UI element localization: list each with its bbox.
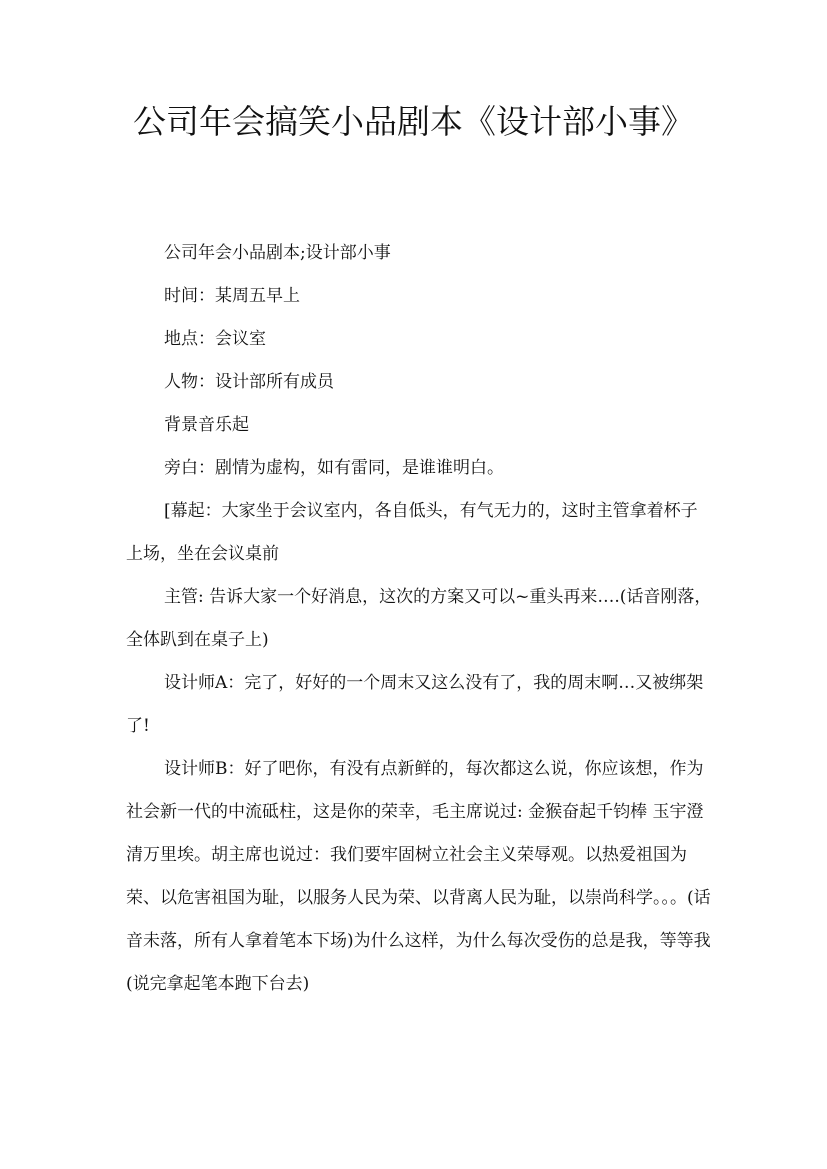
paragraph: 公司年会小品剧本;设计部小事: [164, 243, 391, 263]
paragraph: [幕起：大家坐于会议室内，各自低头，有气无力的，这时主管拿着杯子上场，坐在会议桌前: [126, 501, 698, 564]
document-body: [126, 232, 714, 1006]
paragraph: 背景音乐起: [164, 415, 249, 435]
paragraph: 设计师B：好了吧你，有没有点新鲜的，每次都这么说，你应该想，作为社会新一代的中流砥柱，这是你的荣幸，毛主席说过: 金猴奋起千钧棒 玉宇澄清万里埃。胡主席也说过：我们要牢固树立社会主义荣辱观。以热爱祖国为荣、以危害祖国为耻，以服务人民为荣、以背离人民为耻，以崇尚科学。。。(话音未落，所有人拿着笔本下场)为什么这样，为什么每次受伤的总是我，等等我(说完拿起笔本跑下台去): [126, 759, 711, 994]
paragraph: 设计师A：完了，好好的一个周末又这么没有了，我的周末啊…又被绑架了!: [126, 673, 704, 736]
paragraph: 旁白：剧情为虚构，如有雷同，是谁谁明白。: [164, 458, 504, 478]
paragraph: 时间：某周五早上: [164, 286, 300, 306]
paragraph: 主管: 告诉大家一个好消息，这次的方案又可以~重头再来….(话音刚落，全体趴到在桌子上): [126, 587, 712, 650]
paragraph: 地点：会议室: [164, 329, 266, 349]
paragraph: 人物：设计部所有成员: [164, 372, 334, 392]
document-title: 公司年会搞笑小品剧本《设计部小事》: [133, 102, 694, 141]
